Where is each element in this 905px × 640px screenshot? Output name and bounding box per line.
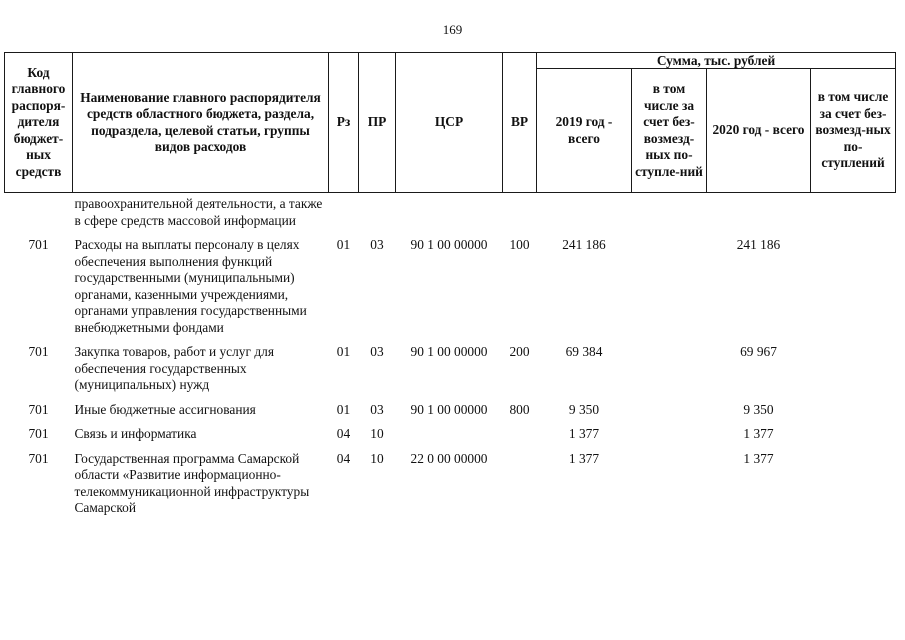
cell-2020-grants: [811, 237, 896, 344]
header-sum-group: Сумма, тыс. рублей: [537, 53, 896, 69]
table-row: [5, 426, 896, 451]
cell-2020-total: 1 377: [743, 426, 774, 441]
cell-pr: 03: [370, 401, 384, 417]
cell-name: Закупка товаров, работ и услуг для обеспечения государственных (муниципальных) нужд: [74, 344, 274, 392]
table-body: [5, 193, 896, 525]
cell-2020-total: 9 350: [743, 401, 774, 417]
cell-2020-total: 241 186: [736, 237, 781, 252]
header-2019-grants: в том числе за счет без-возмезд-ных по-ступле-ний: [632, 69, 707, 193]
table-row: [5, 193, 896, 238]
table-row: [5, 344, 896, 402]
cell-2019-total: 1 377: [568, 426, 600, 441]
cell-vr: [503, 451, 537, 525]
cell-2020-grants: [811, 451, 896, 525]
cell-2020-grants: [811, 344, 896, 402]
cell-name: Государственная программа Самарской области «Развитие информационно-телекоммуникационной инфраструктуры Самарской: [74, 450, 310, 515]
table-row: [5, 237, 896, 344]
cell-vr: [503, 193, 537, 238]
cell-code: 701: [28, 426, 49, 441]
cell-vr: 800: [509, 401, 530, 417]
cell-vr: [503, 426, 537, 451]
cell-2019-total: 9 350: [568, 401, 600, 417]
cell-rz: 01: [336, 344, 351, 359]
cell-rz: 01: [336, 237, 351, 252]
header-pr: ПР: [359, 53, 396, 193]
cell-pr: 03: [370, 344, 384, 359]
cell-rz: 01: [336, 401, 351, 417]
header-rz: Рз: [329, 53, 359, 193]
cell-2020-total: 69 967: [740, 344, 777, 359]
cell-2019-total: 1 377: [568, 450, 600, 466]
cell-csr: 90 1 00 00000: [410, 344, 488, 359]
cell-2019-grants: [632, 426, 707, 451]
cell-code: 701: [28, 237, 49, 252]
cell-pr: 03: [370, 237, 384, 252]
cell-rz: [329, 193, 359, 238]
header-vr: ВР: [503, 53, 537, 193]
cell-2020-grants: [811, 426, 896, 451]
cell-2019-grants: [632, 344, 707, 402]
cell-code: 701: [28, 450, 49, 466]
header-2020-total: 2020 год - всего: [707, 69, 811, 193]
cell-2019-total: 69 384: [565, 344, 603, 359]
cell-vr: 200: [509, 344, 530, 359]
cell-pr: 10: [370, 450, 384, 466]
cell-csr: [396, 193, 503, 238]
cell-csr: [396, 426, 503, 451]
header-csr: ЦСР: [396, 53, 503, 193]
cell-2020-grants: [811, 402, 896, 427]
cell-2020-grants: [811, 193, 896, 238]
cell-code: 701: [28, 401, 49, 417]
cell-csr: 90 1 00 00000: [410, 401, 488, 417]
header-2019-total: 2019 год - всего: [537, 69, 632, 193]
cell-pr: [359, 193, 396, 238]
header-2020-grants: в том числе за счет без-возмезд-ных по-ступлений: [811, 69, 896, 193]
budget-table: [4, 52, 896, 525]
cell-2019-total: 241 186: [562, 237, 606, 252]
cell-name: правоохранительной деятельности, а также в сфере средств массовой информации: [74, 196, 323, 228]
page-number: 169: [442, 22, 463, 37]
cell-2019-grants: [632, 237, 707, 344]
cell-csr: 22 0 00 00000: [410, 450, 488, 466]
cell-name: Иные бюджетные ассигнования: [74, 401, 256, 417]
cell-2019-grants: [632, 451, 707, 525]
cell-2019-grants: [632, 193, 707, 238]
header-name: Наименование главного распорядителя средств областного бюджета, раздела, подраздела, целевой статьи, группы видов расходов: [73, 53, 329, 193]
header-code: Код главного распоря-дителя бюджет-ных средств: [5, 53, 73, 193]
cell-2020-total: [707, 193, 811, 238]
table-row: [5, 451, 896, 525]
cell-rz: 04: [336, 426, 351, 441]
cell-vr: 100: [509, 237, 530, 252]
cell-code: [5, 193, 73, 238]
cell-rz: 04: [336, 450, 351, 466]
table-header: [5, 53, 896, 193]
cell-name: Расходы на выплаты персоналу в целях обеспечения выполнения функций государственными (муниципальными) органами, казенными учреждениями, органами управления государственными внебюджетными фондами: [74, 237, 307, 335]
cell-2019-grants: [632, 402, 707, 427]
table-row: [5, 402, 896, 427]
cell-pr: 10: [370, 426, 384, 441]
cell-2020-total: 1 377: [743, 450, 774, 466]
cell-2019-total: [537, 193, 632, 238]
cell-csr: 90 1 00 00000: [410, 237, 488, 252]
cell-code: 701: [28, 344, 49, 359]
cell-name: Связь и информатика: [74, 426, 197, 441]
